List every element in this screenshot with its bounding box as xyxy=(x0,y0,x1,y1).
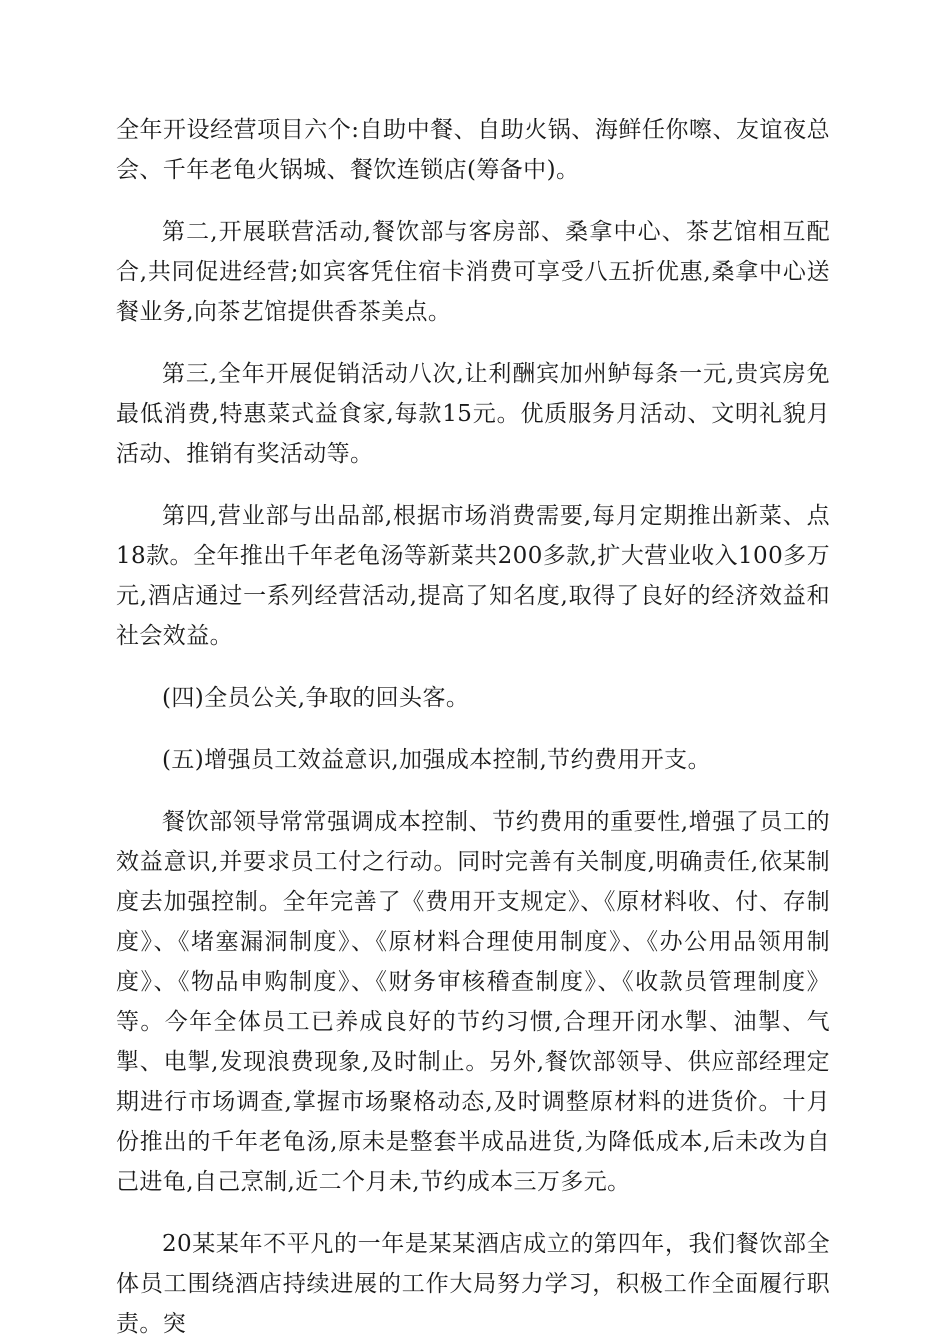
paragraph-operations: 全年开设经营项目六个:自助中餐、自助火锅、海鲜任你嚓、友谊夜总会、千年老龟火锅城、餐饮连锁店(筹备中)。 xyxy=(116,117,830,183)
document-body xyxy=(116,110,830,1344)
paragraph-cost-awareness-heading: (五)增强员工效益意识,加强成本控制,节约费用开支。 xyxy=(162,747,711,773)
paragraph-year-summary: 20某某年不平凡的一年是某某酒店成立的第四年，我们餐饮部全体员工围绕酒店持续进展的工作大局努力学习，积极工作全面履行职责。突 xyxy=(116,1231,830,1337)
paragraph-joint-operations: 第二,开展联营活动,餐饮部与客房部、桑拿中心、茶艺馆相互配合,共同促进经营;如宾客凭住宿卡消费可享受八五折优惠,桑拿中心送餐业务,向茶艺馆提供香茶美点。 xyxy=(116,219,830,325)
paragraph-new-dishes: 第四,营业部与出品部,根据市场消费需要,每月定期推出新菜、点18款。全年推出千年老龟汤等新菜共200多款,扩大营业收入100多万元,酒店通过一系列经营活动,提高了知名度,取得了良好的经济效益和社会效益。 xyxy=(116,503,830,649)
paragraph-promotions: 第三,全年开展促销活动八次,让利酬宾加州鲈每条一元,贵宾房免最低消费,特惠菜式益食家,每款15元。优质服务月活动、文明礼貌月活动、推销有奖活动等。 xyxy=(116,361,830,467)
paragraph-public-relations: (四)全员公关,争取的回头客。 xyxy=(162,685,470,711)
paragraph-cost-control: 餐饮部领导常常强调成本控制、节约费用的重要性,增强了员工的效益意识,并要求员工付之行动。同时完善有关制度,明确责任,依某制度去加强控制。全年完善了《费用开支规定》、《原材料收、付、存制度》、《堵塞漏洞制度》、《原材料合理使用制度》、《办公用品领用制度》、《物品申购制度》、《财务审核稽查制度》、《收款员管理制度》等。今年全体员工已养成良好的节约习惯,合理开闭水掣、油掣、气掣、电掣,发现浪费现象,及时制止。另外,餐饮部领导、供应部经理定期进行市场调查,掌握市场聚格动态,及时调整原材料的进货价。十月份推出的千年老龟汤,原未是整套半成品进货,为降低成本,后未改为自己进龟,自己烹制,近二个月未,节约成本三万多元。 xyxy=(116,809,830,1195)
